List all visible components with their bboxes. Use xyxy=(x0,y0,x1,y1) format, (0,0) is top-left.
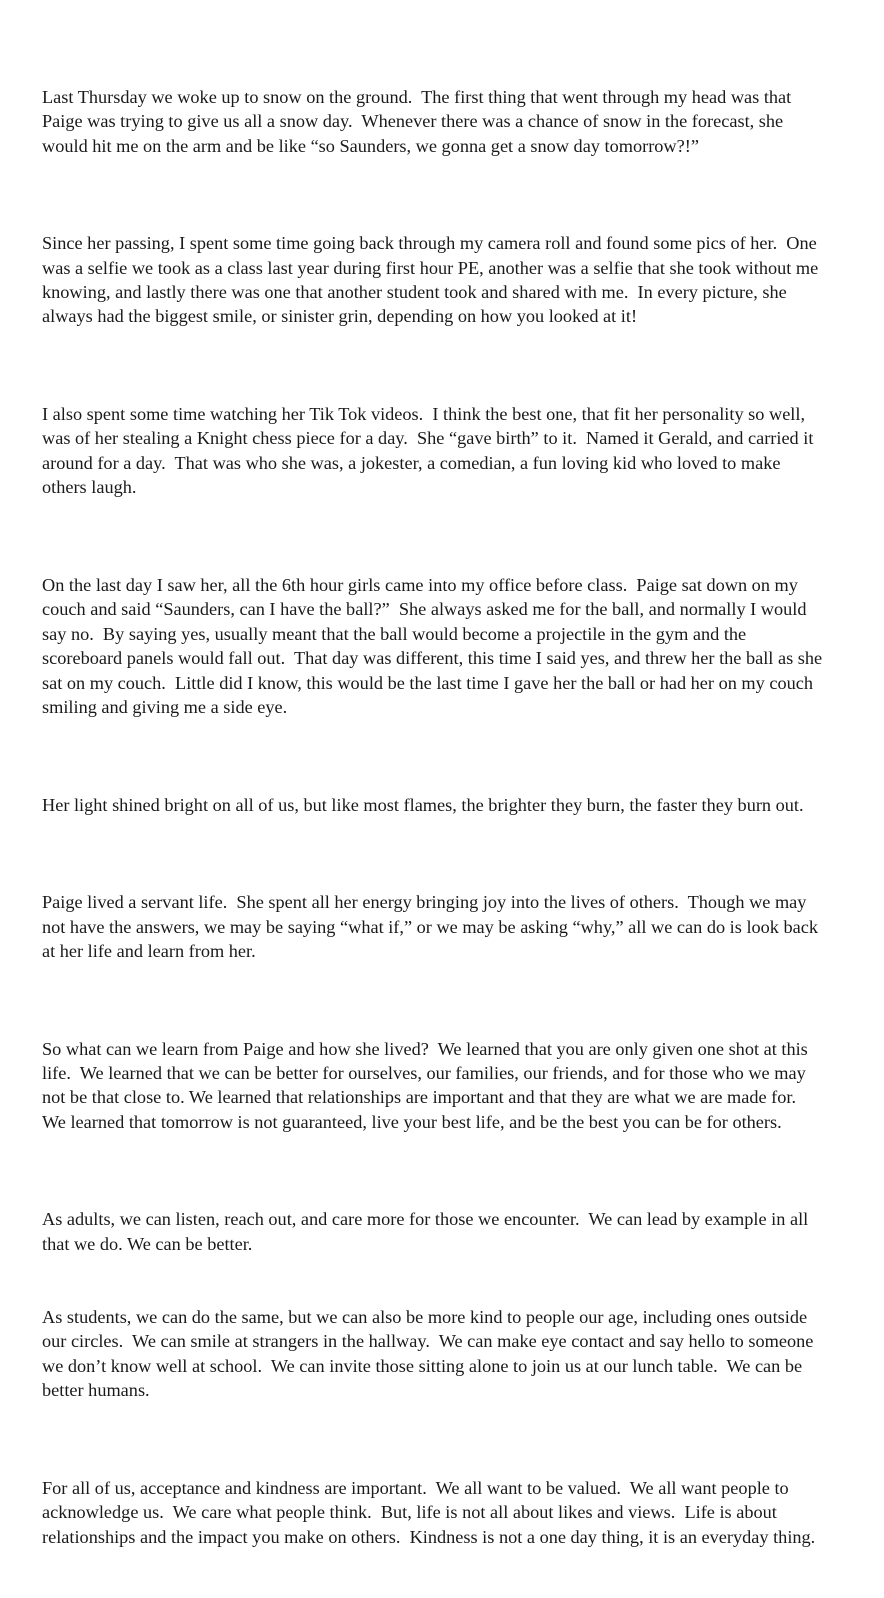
paragraph-as-students: As students, we can do the same, but we can also be more kind to people our age, including ones outside our circles. We can smile at strangers in the hallway. We can make eye contact and say hello to someone we don’t know well at school. We can invite those sitting alone to join us at our lunch table. We can be better humans. xyxy=(42,1307,814,1401)
paragraph-camera-roll: Since her passing, I spent some time going back through my camera roll and found some pics of her. One was a selfie we took as a class last year during first hour PE, another was a selfie that she took without me knowing, and lastly there was one that another student took and shared with me. In every picture, she always had the biggest smile, or sinister grin, depending on how you looked at it! xyxy=(42,233,819,327)
paragraph-servant-life: Paige lived a servant life. She spent all her energy bringing joy into the lives of others. Though we may not have the answers, we may be saying “what if,” or we may be asking “why,” all we can do is look back at her life and learn from her. xyxy=(42,892,819,961)
paragraph-tik-tok: I also spent some time watching her Tik Tok videos. I think the best one, that fit her personality so well, was of her stealing a Knight chess piece for a day. She “gave birth” to it. Named it Gerald, and carried it around for a day. That was who she was, a jokester, a comedian, a fun loving kid who loved to make others laugh. xyxy=(42,404,814,498)
paragraph-last-day: On the last day I saw her, all the 6th hour girls came into my office before class. Paige sat down on my couch and said “Saunders, can I have the ball?” She always asked me for the ball, and normally I would say no. By saying yes, usually meant that the ball would become a projectile in the gym and the scoreboard panels would fall out. That day was different, this time I said yes, and threw her the ball as she sat on my couch. Little did I know, this would be the last time I gave her the ball or had her on my couch smiling and giving me a side eye. xyxy=(42,574,823,717)
paragraph-what-we-learn: So what can we learn from Paige and how she lived? We learned that you are only given one shot at this life. We learned that we can be better for ourselves, our families, our friends, and for those who we may not be that close to. We learned that relationships are important and that they are what we are made for. We learned that tomorrow is not guaranteed, live your best life, and be the best you can be for others. xyxy=(42,1038,808,1132)
paragraph-kindness: For all of us, acceptance and kindness are important. We all want to be valued. We all want people to acknowledge us. We care what people think. But, life is not all about likes and views. Life is about relationships and the impact you make on others. Kindness is not a one day thing, it is an everyday thing. xyxy=(42,1477,816,1547)
paragraph-snow-day: Last Thursday we woke up to snow on the ground. The first thing that went through my head was that Paige was trying to give us all a snow day. Whenever there was a chance of snow in the forecast, she would hit me on the arm and be like “so Saunders, we gonna get a snow day tomorrow?!” xyxy=(42,86,792,156)
paragraph-light-shined: Her light shined bright on all of us, but like most flames, the brighter they burn, the faster they burn out. xyxy=(42,794,804,815)
paragraph-as-adults: As adults, we can listen, reach out, and care more for those we encounter. We can lead by example in all that we do. We can be better. xyxy=(42,1209,809,1254)
